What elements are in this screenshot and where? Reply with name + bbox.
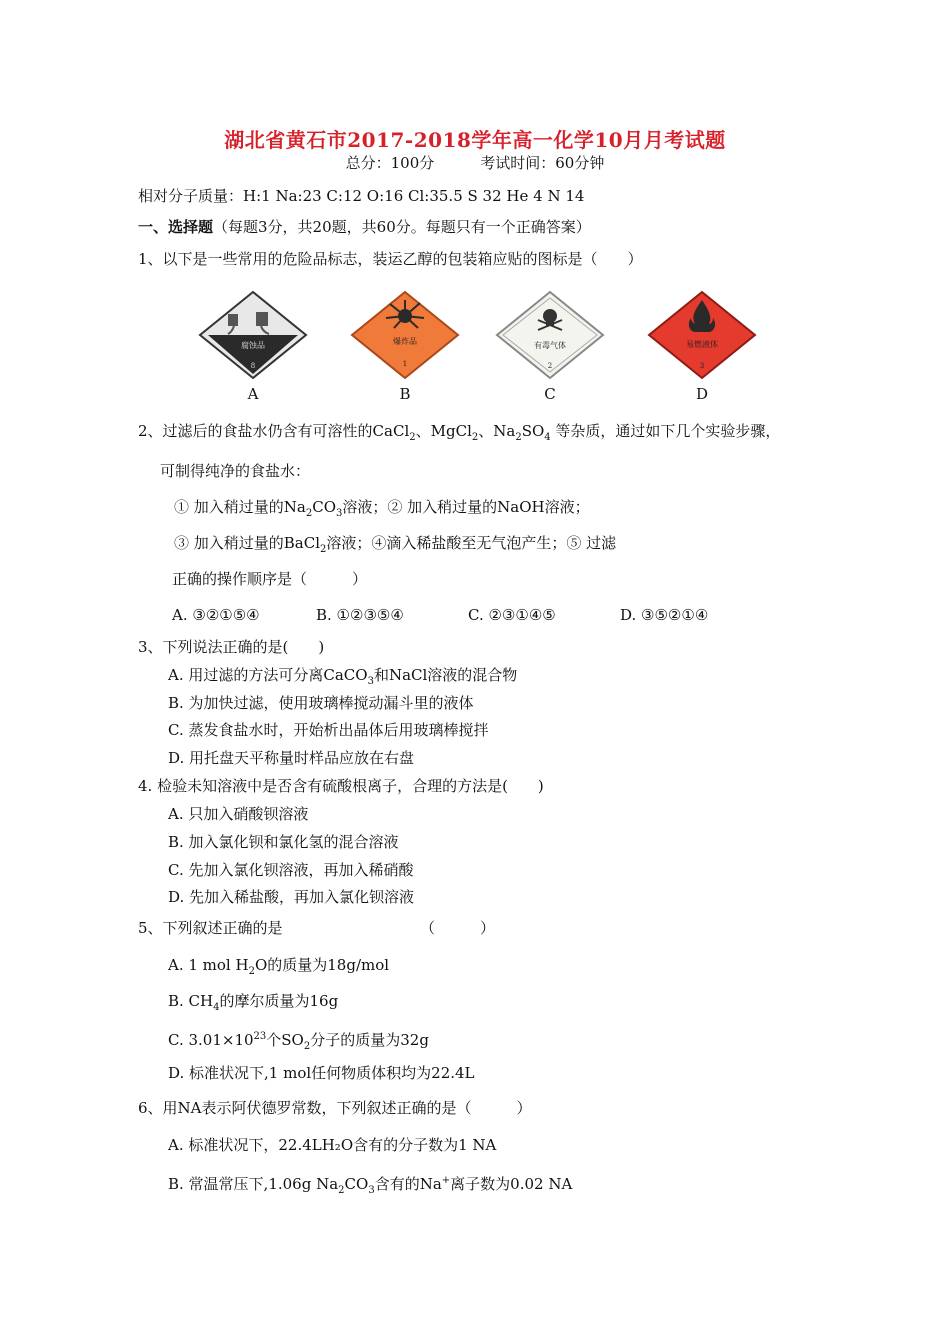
hazard-sign-c (495, 290, 605, 403)
total-score: 总分：100分 (345, 154, 435, 172)
q3-option-c: C. 蒸发食盐水时，开始析出晶体后用玻璃棒搅拌 (168, 721, 489, 739)
q5-option-d: D. 标准状况下,1 mol任何物质体积均为22.4L (168, 1064, 475, 1082)
q4-option-c: C. 先加入氯化钡溶液，再加入稀硝酸 (168, 861, 414, 879)
q2-step-line-2: ③ 加入稍过量的BaCl$_2$溶液；④滴入稀盐酸至无气泡产生；⑤ 过滤 (174, 534, 617, 555)
q5-answer-blank: （ ） (420, 919, 496, 937)
sign-label-c: 有毒气体 (534, 341, 566, 350)
q6-stem: 6、用NA表示阿伏德罗常数，下列叙述正确的是（ ） (138, 1099, 532, 1117)
sign-label-b: 爆炸品 (393, 337, 417, 346)
sign-num-d: 3 (699, 362, 705, 370)
option-letter-d: D (695, 385, 709, 403)
option-letter-c: C (544, 385, 556, 403)
q2-option-a: A. ③②①⑤④ (172, 606, 260, 624)
section-heading: 一、选择题（每题3分，共20题，共60分。每题只有一个正确答案） (138, 218, 591, 236)
sign-num-b: 1 (402, 360, 408, 368)
hazard-sign-d (647, 290, 757, 403)
sign-num-a: 8 (250, 362, 256, 370)
q2-step-line-1: ① 加入稍过量的$Na_2CO_3$溶液；② 加入稍过量的NaOH溶液； (174, 498, 590, 519)
sign-num-c: 2 (547, 362, 553, 370)
option-letter-a: A (247, 385, 259, 403)
relative-masses: 相对分子质量：H:1 Na:23 C:12 O:16 Cl:35.5 S 32 He 4 N 14 (138, 187, 585, 205)
exam-subtitle (0, 152, 950, 173)
q4-option-b: B. 加入氯化钡和氯化氢的混合溶液 (168, 833, 399, 851)
exam-title: 湖北省黄石市2017-2018学年高一化学10月月考试题 (224, 128, 726, 152)
hazard-sign-b (350, 290, 460, 403)
q3-option-b: B. 为加快过滤，使用玻璃棒搅动漏斗里的液体 (168, 694, 474, 712)
q3-stem: 3、下列说法正确的是( ) (138, 638, 325, 656)
q6-option-a: A. 标准状况下，22.4LH₂O含有的分子数为1 NA (168, 1136, 497, 1154)
q3-option-a: A. 用过滤的方法可分离CaCO$_3$和NaCl溶液的混合物 (168, 666, 518, 687)
q5-option-b: B. $CH_4$的摩尔质量为16g (168, 992, 339, 1013)
q1-stem: 1、以下是一些常用的危险品标志，装运乙醇的包装箱应贴的图标是（ ） (138, 250, 643, 268)
q6-option-b: B. 常温常压下,1.06g $Na_2CO_3$含有的Na+离子数为0.02 NA (168, 1175, 573, 1196)
option-letter-b: B (399, 385, 411, 403)
hazard-sign-a (198, 290, 308, 403)
sign-label-d: 易燃液体 (686, 340, 718, 349)
q2-option-b: B. ①②③⑤④ (316, 606, 404, 624)
q5-option-a: A. 1 mol $H_2O$的质量为18g/mol (168, 956, 390, 977)
sign-label-a: 腐蚀品 (241, 341, 265, 350)
q4-option-a: A. 只加入硝酸钡溶液 (168, 805, 309, 823)
q4-stem: 4. 检验未知溶液中是否含有硫酸根离子，合理的方法是( ) (138, 777, 544, 795)
q2-option-d: D. ③⑤②①④ (620, 606, 709, 624)
exam-time: 考试时间：60分钟 (480, 154, 605, 172)
q2-order: 正确的操作顺序是（ ） (172, 570, 368, 588)
q5-stem: 5、下列叙述正确的是 (138, 919, 283, 937)
hazard-signs (190, 290, 770, 403)
q3-option-d: D. 用托盘天平称量时样品应放在右盘 (168, 749, 415, 767)
q2-stem: 2、过滤后的食盐水仍含有可溶性的CaCl$_2$、MgCl$_2$、$Na_2SO_4$ 等杂质，通过如下几个实验步骤， (138, 422, 781, 443)
q2-option-c: C. ②③①④⑤ (468, 606, 556, 624)
q5-option-c: C. $3.01\times 10^{23}$个$SO_2$分子的质量为32g (168, 1031, 429, 1052)
q2-continuation: 可制得纯净的食盐水： (160, 462, 311, 480)
q4-option-d: D. 先加入稀盐酸，再加入氯化钡溶液 (168, 888, 415, 906)
